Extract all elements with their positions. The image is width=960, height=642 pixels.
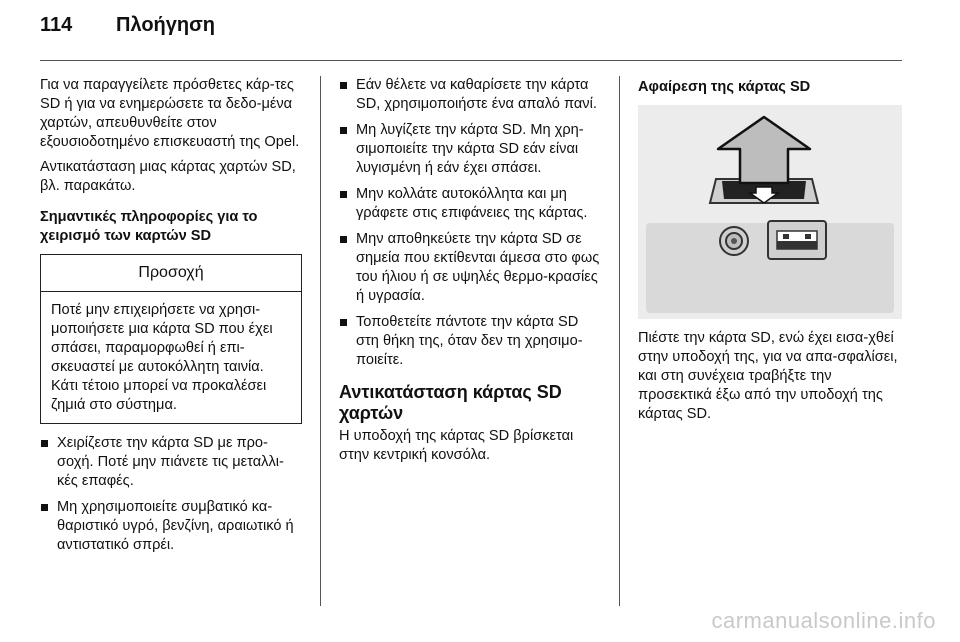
list-item: Τοποθετείτε πάντοτε την κάρτα SD στη θήκη της, όταν δεν τη χρησιμο-ποιείτε. bbox=[339, 313, 605, 370]
caution-title: Προσοχή bbox=[41, 255, 301, 292]
column-2 bbox=[339, 76, 605, 471]
chapter-title: Πλοήγηση bbox=[116, 14, 215, 36]
list-item: Χειρίζεστε την κάρτα SD με προ-σοχή. Ποτέ μην πιάνετε τις μεταλλι-κές επαφές. bbox=[40, 434, 302, 491]
column-1 bbox=[40, 76, 302, 562]
removal-subheading: Αφαίρεση της κάρτας SD bbox=[638, 79, 811, 95]
caution-text: Ποτέ μην επιχειρήσετε να χρησι-μοποιήσετε μια κάρτα SD που έχει σπάσει, παραμορφωθεί ή επι-σκευαστεί με αυτοκόλλητη ταινία. Κάτι τέτοιο μπορεί να προκαλέσει ζημιά στο σύστημα. bbox=[51, 302, 273, 413]
list-item: Εάν θέλετε να καθαρίσετε την κάρτα SD, χρησιμοποιήστε ένα απαλό πανί. bbox=[339, 76, 605, 114]
removal-paragraph: Πιέστε την κάρτα SD, ενώ έχει εισα-χθεί στην υποδοχή της, για να απα-σφαλίσει, και στη συνέχεια τραβήξτε την προσεκτικά έξω από την υποδοχή της κάρτας SD. bbox=[638, 330, 898, 422]
header-rule bbox=[40, 60, 902, 61]
caution-box bbox=[40, 254, 302, 424]
handling-list-1 bbox=[40, 434, 302, 555]
replacement-section-text: Η υποδοχή της κάρτας SD βρίσκεται στην κεντρική κονσόλα. bbox=[339, 428, 574, 463]
page-number: 114 bbox=[40, 14, 73, 36]
list-item: Μη λυγίζετε την κάρτα SD. Μη χρη-σιμοποιείτε την κάρτα SD εάν είναι λυγισμένη ή εάν έχει σπάσει. bbox=[339, 121, 605, 178]
column-3 bbox=[638, 76, 902, 430]
column-divider-1 bbox=[320, 76, 321, 606]
list-item: Μην αποθηκεύετε την κάρτα SD σε σημεία που εκτίθενται άμεσα στο φως του ήλιου ή σε υψηλές θερμο-κρασίες ή υγρασία. bbox=[339, 230, 605, 306]
watermark-text: carmanualsonline.info bbox=[711, 608, 936, 633]
page-header bbox=[40, 14, 215, 54]
intro-paragraph-2: Αντικατάσταση μιας κάρτας χαρτών SD, βλ. παρακάτω. bbox=[40, 159, 296, 194]
replacement-section-heading: Αντικατάσταση κάρτας SD χαρτών bbox=[339, 382, 562, 423]
intro-paragraph-1: Για να παραγγείλετε πρόσθετες κάρ-τες SD ή για να ενημερώσετε τα δεδο-μένα χαρτών, απευθυνθείτε στον εξουσιοδοτημένο επισκευαστή της Opel. bbox=[40, 77, 300, 150]
column-divider-2 bbox=[619, 76, 620, 606]
handling-list-2 bbox=[339, 76, 605, 370]
sd-card-removal-illustration bbox=[638, 105, 902, 319]
handling-subheading: Σημαντικές πληροφορίες για το χειρισμό των καρτών SD bbox=[40, 209, 258, 244]
list-item: Μην κολλάτε αυτοκόλλητα και μη γράφετε στις επιφάνειες της κάρτας. bbox=[339, 185, 605, 223]
list-item: Μη χρησιμοποιείτε συμβατικό κα-θαριστικό υγρό, βενζίνη, αραιωτικό ή αντιστατικό σπρέι. bbox=[40, 498, 302, 555]
